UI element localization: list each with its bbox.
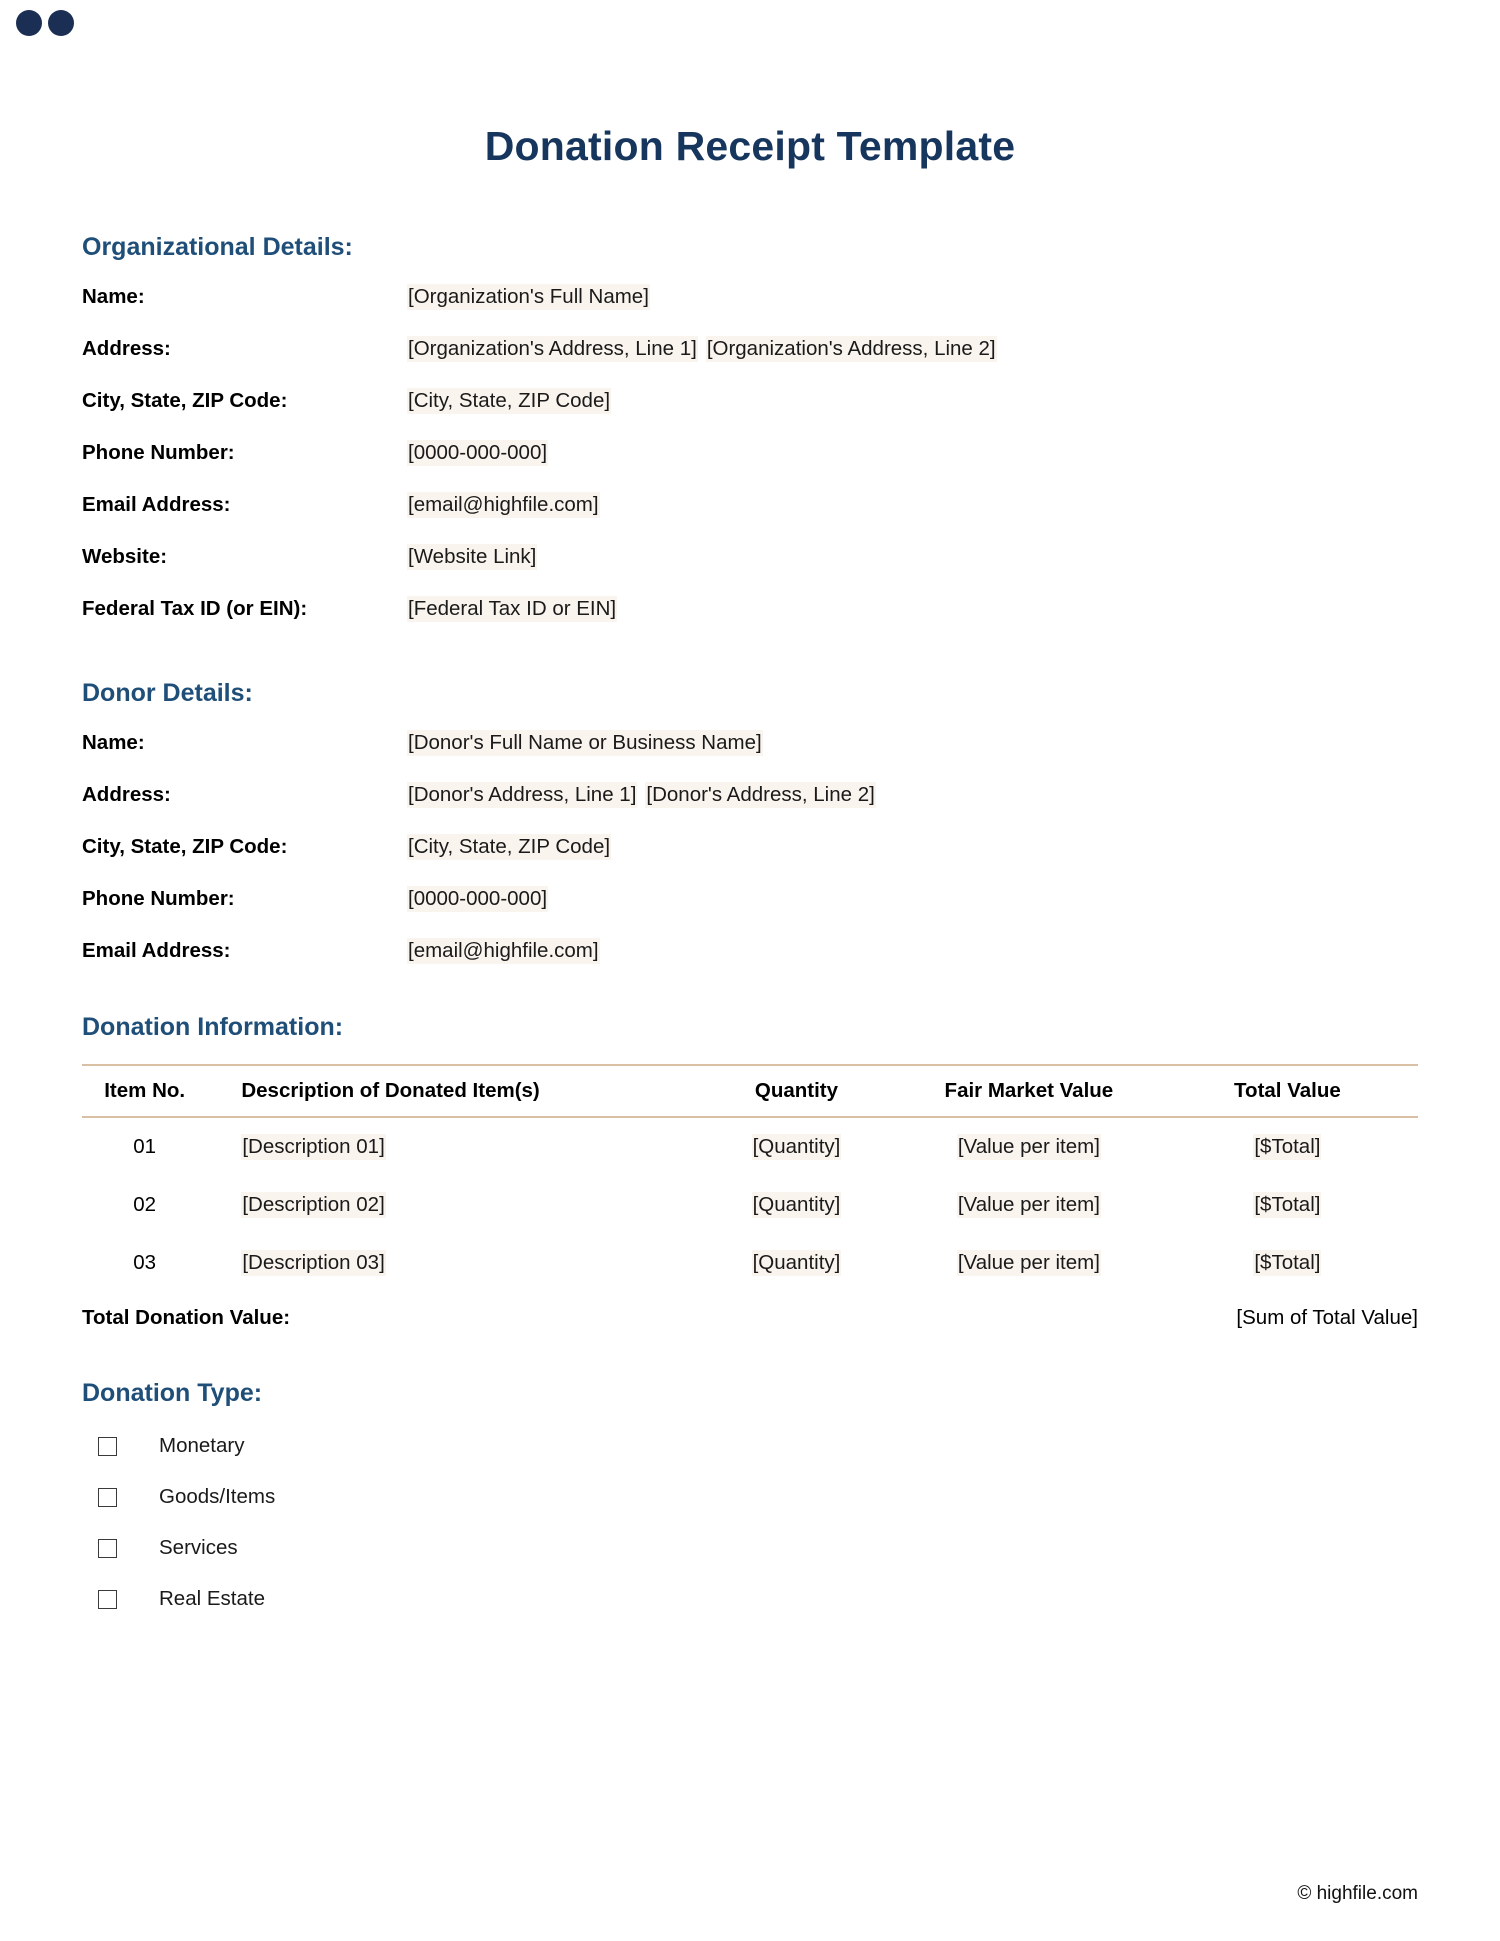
field-values bbox=[407, 336, 997, 362]
page-title: Donation Receipt Template bbox=[484, 123, 1016, 169]
cell-item-no: 01 bbox=[133, 1135, 157, 1159]
field-label: Address: bbox=[82, 337, 171, 361]
org-city-state-zip-value[interactable]: [City, State, ZIP Code] bbox=[408, 389, 611, 413]
checkbox-label: Real Estate bbox=[159, 1587, 265, 1611]
donation-type-option-goods-items[interactable] bbox=[82, 1485, 1418, 1509]
org-website-value[interactable]: [Website Link] bbox=[408, 545, 537, 569]
cell-description bbox=[207, 1117, 692, 1176]
field-values bbox=[407, 886, 548, 912]
checkbox-label: Monetary bbox=[159, 1434, 245, 1458]
field-row-org-city-state-zip bbox=[82, 388, 1418, 414]
cell-fair-market-value bbox=[901, 1234, 1157, 1292]
field-label: Phone Number: bbox=[82, 441, 235, 465]
donation-type-option-services[interactable] bbox=[82, 1536, 1418, 1560]
field-row-org-email bbox=[82, 492, 1418, 518]
table-row bbox=[82, 1176, 1418, 1234]
description-value[interactable]: [Description 01] bbox=[242, 1135, 385, 1159]
field-label: Name: bbox=[82, 731, 145, 755]
field-values bbox=[407, 730, 763, 756]
column-header-quantity: Quantity bbox=[692, 1065, 901, 1117]
donor-address-line2-value[interactable]: [Donor's Address, Line 2] bbox=[646, 783, 875, 807]
donor-email-value[interactable]: [email@highfile.com] bbox=[408, 939, 599, 963]
total-value[interactable]: [$Total] bbox=[1254, 1193, 1321, 1217]
field-label: Website: bbox=[82, 545, 168, 569]
table-body bbox=[82, 1117, 1418, 1292]
cell-total-value bbox=[1157, 1176, 1418, 1234]
cell-description bbox=[207, 1176, 692, 1234]
field-row-org-name bbox=[82, 284, 1418, 310]
quantity-value[interactable]: [Quantity] bbox=[752, 1135, 841, 1159]
field-values bbox=[407, 284, 650, 310]
cell-item-no: 03 bbox=[133, 1251, 157, 1275]
org-email-value[interactable]: [email@highfile.com] bbox=[408, 493, 599, 517]
cell-quantity bbox=[692, 1117, 901, 1176]
organizational-details-fields bbox=[82, 284, 1418, 622]
table-header-row bbox=[82, 1065, 1418, 1117]
table-row bbox=[82, 1117, 1418, 1176]
org-phone-value[interactable]: [0000-000-000] bbox=[408, 441, 548, 465]
checkbox-real-estate[interactable] bbox=[98, 1590, 117, 1609]
org-name-value[interactable]: [Organization's Full Name] bbox=[408, 285, 649, 309]
total-donation-value-amount[interactable]: [Sum of Total Value] bbox=[1236, 1306, 1418, 1330]
cell-total-value bbox=[1157, 1117, 1418, 1176]
cell-fair-market-value bbox=[901, 1117, 1157, 1176]
column-header-description: Description of Donated Item(s) bbox=[207, 1065, 692, 1117]
field-label: City, State, ZIP Code: bbox=[82, 835, 288, 859]
total-value[interactable]: [$Total] bbox=[1254, 1251, 1321, 1275]
field-label: Email Address: bbox=[82, 493, 231, 517]
donor-city-state-zip-value[interactable]: [City, State, ZIP Code] bbox=[408, 835, 611, 859]
donor-address-line1-value[interactable]: [Donor's Address, Line 1] bbox=[408, 783, 637, 807]
field-values bbox=[407, 492, 600, 518]
field-label: City, State, ZIP Code: bbox=[82, 389, 288, 413]
field-label: Email Address: bbox=[82, 939, 231, 963]
field-label: Phone Number: bbox=[82, 887, 235, 911]
field-label: Name: bbox=[82, 285, 145, 309]
fair-market-value[interactable]: [Value per item] bbox=[957, 1135, 1100, 1159]
field-values bbox=[407, 834, 611, 860]
section-heading-donation-information: Donation Information: bbox=[82, 1013, 344, 1042]
org-address-line2-value[interactable]: [Organization's Address, Line 2] bbox=[706, 337, 996, 361]
total-donation-value-row bbox=[82, 1306, 1418, 1330]
field-row-donor-phone bbox=[82, 886, 1418, 912]
description-value[interactable]: [Description 03] bbox=[242, 1251, 385, 1275]
donor-phone-value[interactable]: [0000-000-000] bbox=[408, 887, 548, 911]
field-row-org-tax-id bbox=[82, 596, 1418, 622]
checkbox-label: Goods/Items bbox=[159, 1485, 276, 1509]
org-tax-id-value[interactable]: [Federal Tax ID or EIN] bbox=[408, 597, 617, 621]
field-row-donor-city-state-zip bbox=[82, 834, 1418, 860]
donation-type-option-monetary[interactable] bbox=[82, 1434, 1418, 1458]
field-label: Federal Tax ID (or EIN): bbox=[82, 597, 308, 621]
field-values bbox=[407, 544, 537, 570]
checkbox-label: Services bbox=[159, 1536, 238, 1560]
column-header-fair-market-value: Fair Market Value bbox=[901, 1065, 1157, 1117]
section-heading-donor-details: Donor Details: bbox=[82, 679, 253, 708]
field-row-org-website bbox=[82, 544, 1418, 570]
field-row-donor-email bbox=[82, 938, 1418, 964]
table-row bbox=[82, 1234, 1418, 1292]
field-values bbox=[407, 782, 876, 808]
column-header-item-no: Item No. bbox=[82, 1065, 207, 1117]
field-row-donor-address bbox=[82, 782, 1418, 808]
section-heading-organizational-details: Organizational Details: bbox=[82, 233, 353, 262]
field-label: Address: bbox=[82, 783, 171, 807]
donor-details-fields bbox=[82, 730, 1418, 964]
total-donation-value-label: Total Donation Value: bbox=[82, 1306, 291, 1330]
footer-copyright: © highfile.com bbox=[1297, 1883, 1418, 1904]
cell-total-value bbox=[1157, 1234, 1418, 1292]
cell-fair-market-value bbox=[901, 1176, 1157, 1234]
checkbox-monetary[interactable] bbox=[98, 1437, 117, 1456]
field-values bbox=[407, 938, 600, 964]
description-value[interactable]: [Description 02] bbox=[242, 1193, 385, 1217]
cell-quantity bbox=[692, 1176, 901, 1234]
checkbox-services[interactable] bbox=[98, 1539, 117, 1558]
cell-item-no: 02 bbox=[133, 1193, 157, 1217]
field-values bbox=[407, 440, 548, 466]
field-row-org-address bbox=[82, 336, 1418, 362]
field-row-org-phone bbox=[82, 440, 1418, 466]
donation-type-options bbox=[82, 1434, 1418, 1611]
column-header-total-value: Total Value bbox=[1157, 1065, 1418, 1117]
quantity-value[interactable]: [Quantity] bbox=[752, 1251, 841, 1275]
donor-name-value[interactable]: [Donor's Full Name or Business Name] bbox=[408, 731, 762, 755]
donation-items-table bbox=[82, 1064, 1418, 1292]
field-row-donor-name bbox=[82, 730, 1418, 756]
field-values bbox=[407, 388, 611, 414]
table-header bbox=[82, 1065, 1418, 1117]
cell-quantity bbox=[692, 1234, 901, 1292]
fair-market-value[interactable]: [Value per item] bbox=[957, 1193, 1100, 1217]
field-values bbox=[407, 596, 617, 622]
donation-type-option-real-estate[interactable] bbox=[82, 1587, 1418, 1611]
org-address-line1-value[interactable]: [Organization's Address, Line 1] bbox=[408, 337, 697, 361]
section-heading-donation-type: Donation Type: bbox=[82, 1379, 263, 1408]
cell-description bbox=[207, 1234, 692, 1292]
quantity-value[interactable]: [Quantity] bbox=[752, 1193, 841, 1217]
checkbox-goods-items[interactable] bbox=[98, 1488, 117, 1507]
fair-market-value[interactable]: [Value per item] bbox=[957, 1251, 1100, 1275]
total-value[interactable]: [$Total] bbox=[1254, 1135, 1321, 1159]
